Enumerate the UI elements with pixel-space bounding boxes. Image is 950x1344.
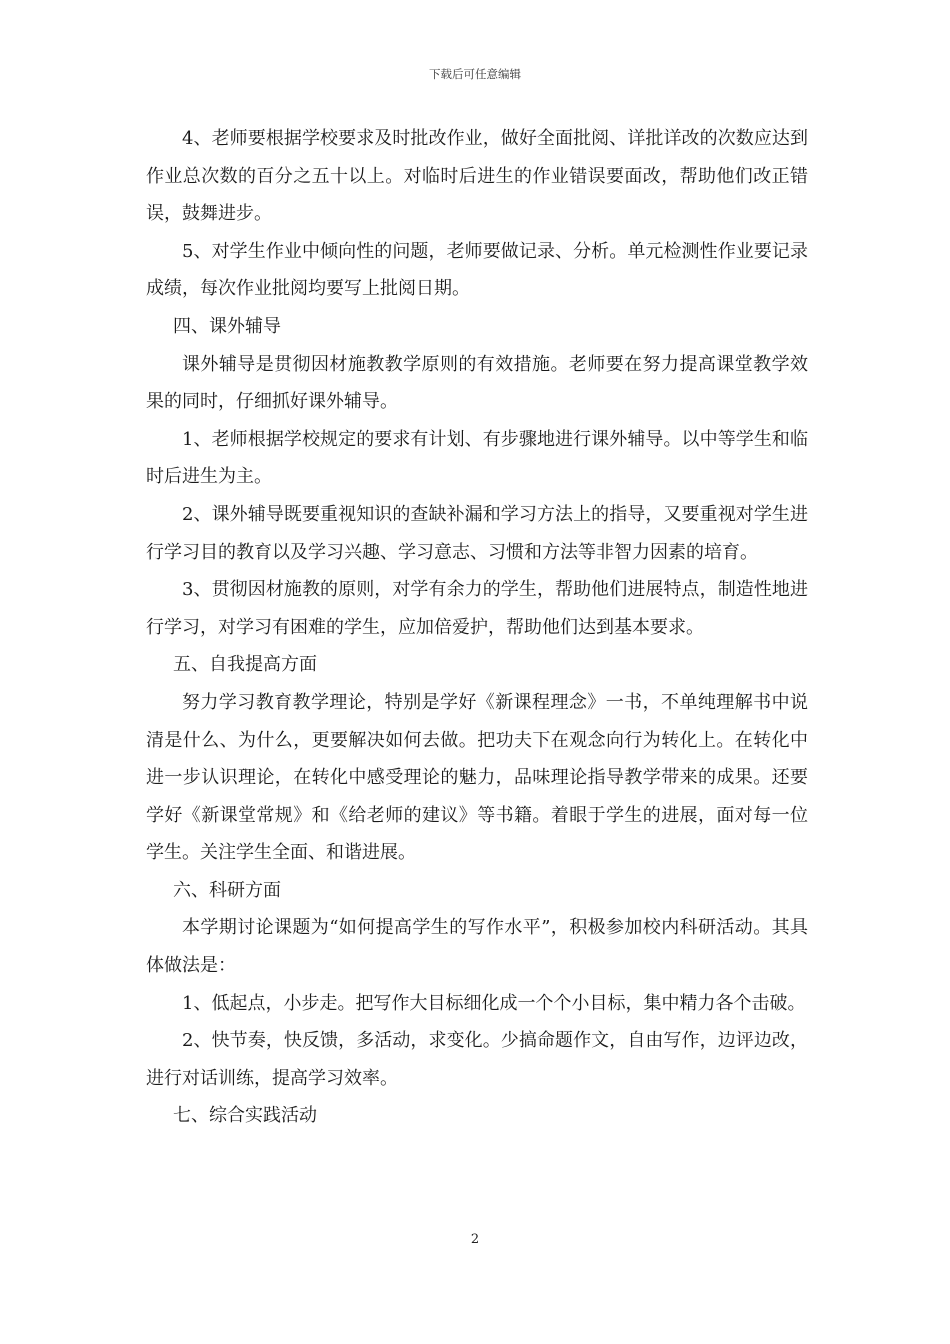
document-body — [146, 120, 808, 1135]
paragraph: 2、课外辅导既要重视知识的查缺补漏和学习方法上的指导，又要重视对学生进行学习目的教育以及学习兴趣、学习意志、习惯和方法等非智力因素的培育。 — [146, 503, 808, 563]
paragraph: 努力学习教育教学理论，特别是学好《新课程理念》一书，不单纯理解书中说清是什么、为什么，更要解决如何去做。把功夫下在观念向行为转化上。在转化中进一步认识理论，在转化中感受理论的魅力，品味理论指导教学带来的成果。还要学好《新课堂常规》和《给老师的建议》等书籍。着眼于学生的进展，面对每一位学生。关注学生全面、和谐进展。 — [146, 691, 808, 864]
paragraph: 4、老师要根据学校要求及时批改作业，做好全面批阅、详批详改的次数应达到作业总次数的百分之五十以上。对临时后进生的作业错误要面改，帮助他们改正错误，鼓舞进步。 — [146, 128, 808, 225]
paragraph: 1、低起点，小步走。把写作大目标细化成一个个小目标，集中精力各个击破。 — [182, 992, 806, 1014]
page-header: 下载后可任意编辑 — [429, 67, 521, 81]
paragraph: 2、快节奏，快反馈，多活动，求变化。少搞命题作文，自由写作，边评边改，进行对话训练，提高学习效率。 — [146, 1030, 808, 1089]
paragraph: 3、贯彻因材施教的原则，对学有余力的学生，帮助他们进展特点，制造性地进行学习，对学习有困难的学生，应加倍爱护，帮助他们达到基本要求。 — [146, 579, 808, 638]
section-heading: 六、科研方面 — [173, 879, 281, 901]
paragraph: 5、对学生作业中倾向性的问题，老师要做记录、分析。单元检测性作业要记录成绩，每次作业批阅均要写上批阅日期。 — [146, 240, 808, 300]
page-number: 2 — [470, 1232, 480, 1247]
section-heading: 五、自我提高方面 — [173, 654, 317, 676]
paragraph: 1、老师根据学校规定的要求有计划、有步骤地进行课外辅导。以中等学生和临时后进生为主。 — [146, 428, 808, 488]
section-heading: 四、课外辅导 — [173, 315, 281, 337]
section-heading: 七、综合实践活动 — [173, 1105, 317, 1127]
paragraph: 本学期讨论课题为“如何提高学生的写作水平”，积极参加校内科研活动。其具体做法是： — [146, 917, 808, 977]
paragraph: 课外辅导是贯彻因材施教教学原则的有效措施。老师要在努力提高课堂教学效果的同时，仔细抓好课外辅导。 — [146, 353, 808, 413]
